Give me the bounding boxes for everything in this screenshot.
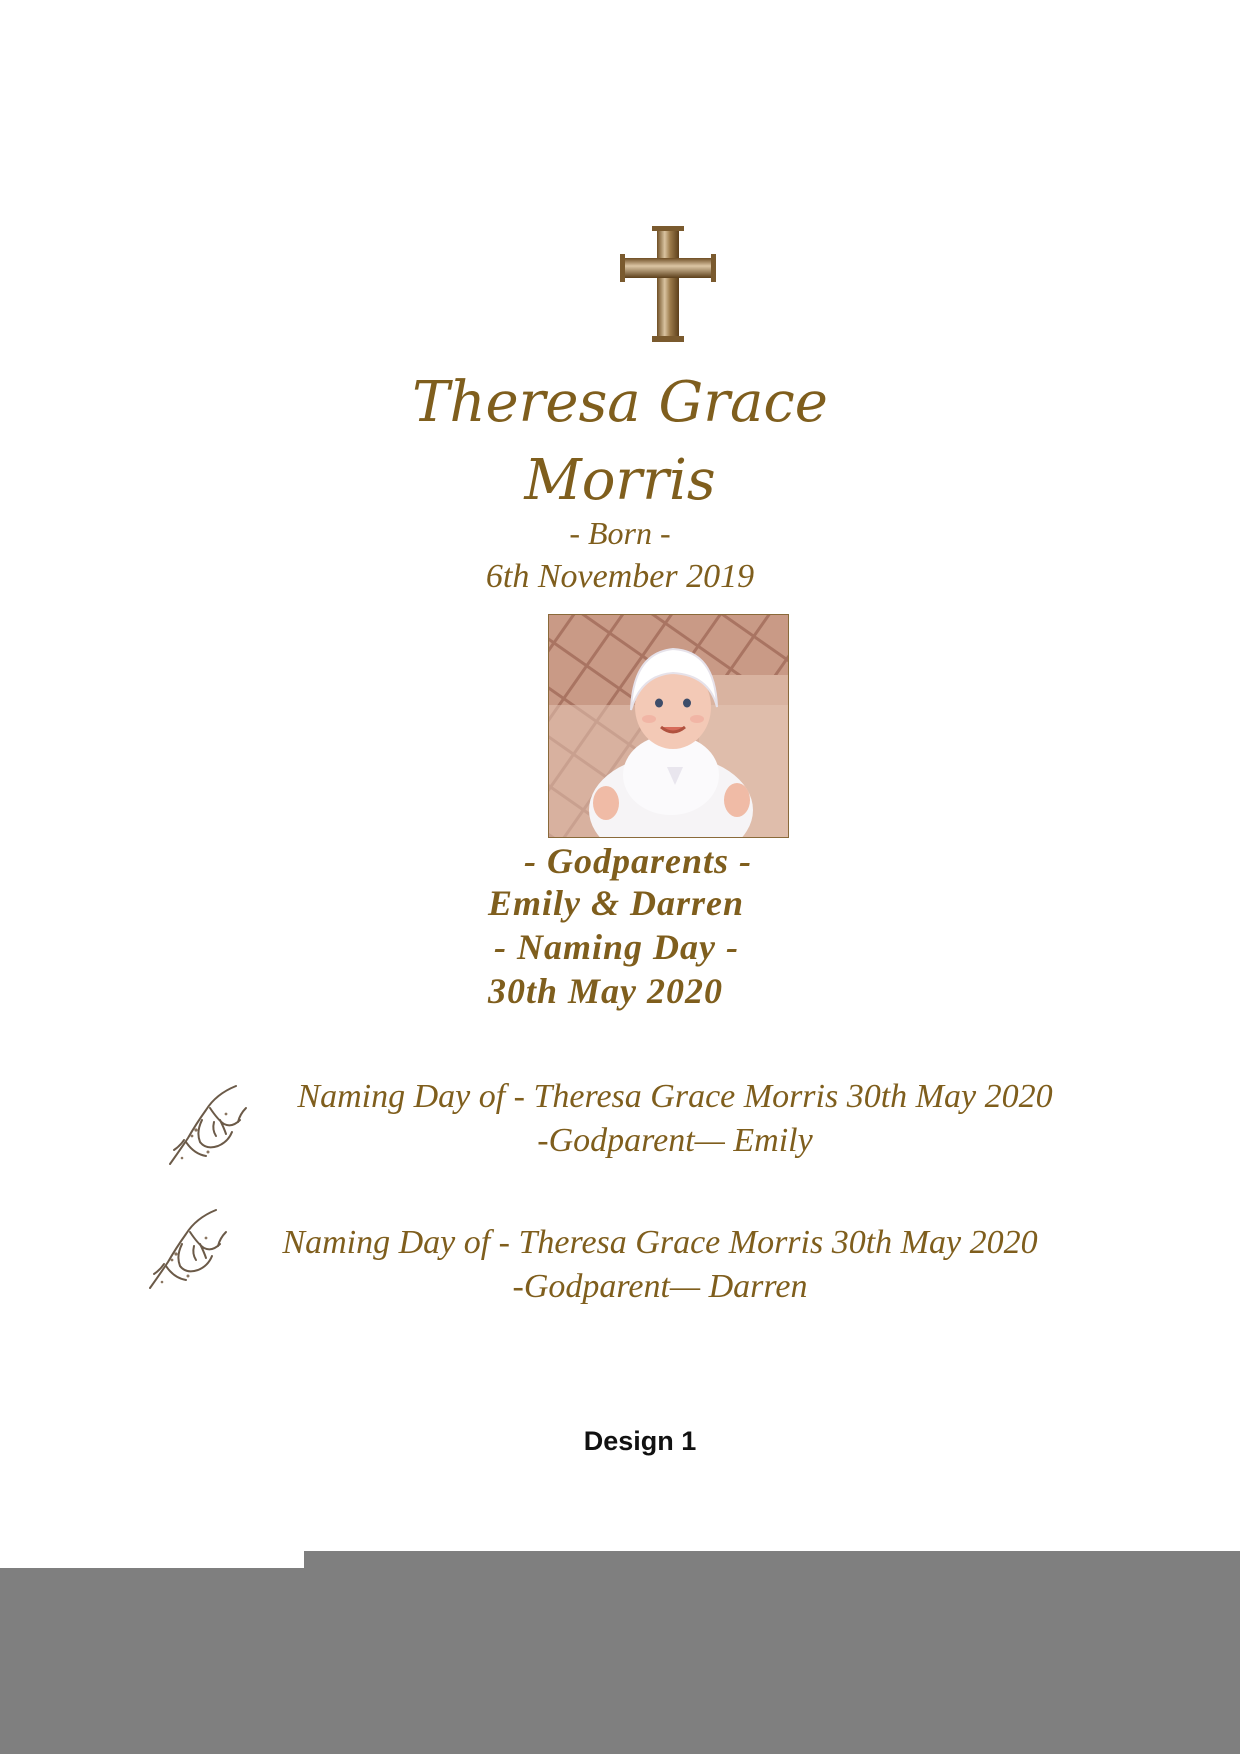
naming-day-date: 30th May 2020 [488,971,724,1011]
praying-hands-icon [166,1080,260,1170]
child-name-first: Theresa Grace [412,370,828,435]
praying-hands-icon [146,1204,240,1294]
tag-darren-line2: -Godparent— Darren [512,1268,808,1305]
born-label: - Born - [569,515,671,551]
baby-photo [548,614,789,838]
tag-emily-line1: Naming Day of - Theresa Grace Morris 30th May 2020 [297,1078,1053,1115]
cross-icon [620,226,716,342]
child-name-last: Morris [524,448,716,513]
born-date: 6th November 2019 [485,558,755,595]
godparents-label: - Godparents - [524,841,752,881]
design-label: Design 1 [583,1426,697,1456]
naming-day-label: - Naming Day - [494,927,739,967]
godparents-names: Emily & Darren [488,883,745,923]
tag-darren-line1: Naming Day of - Theresa Grace Morris 30th May 2020 [282,1224,1038,1261]
tag-emily-line2: -Godparent— Emily [537,1122,813,1159]
footer-bar [0,1568,1240,1754]
